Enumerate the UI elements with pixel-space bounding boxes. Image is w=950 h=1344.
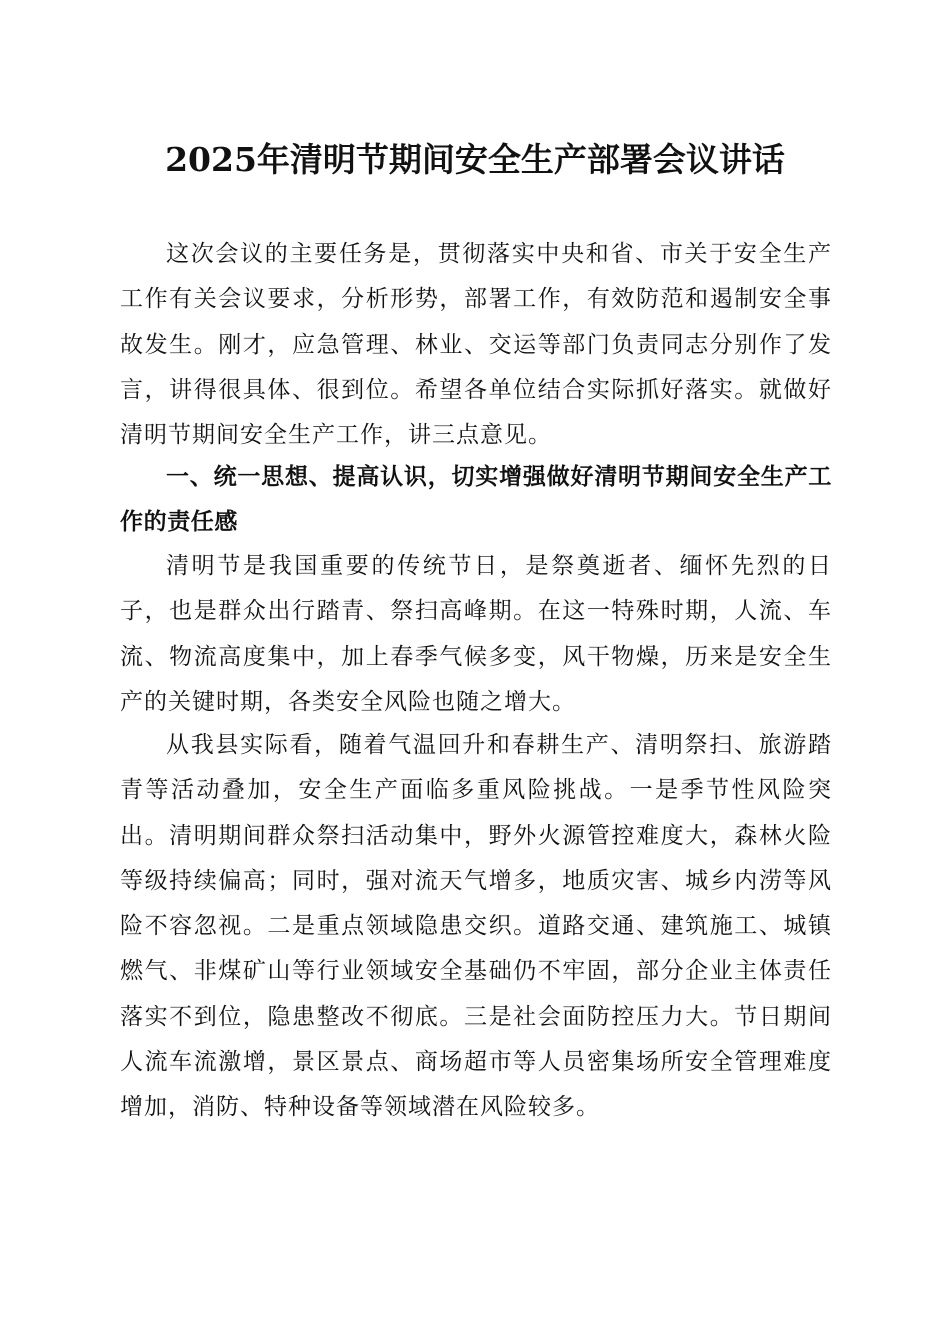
body-paragraph: 从我县实际看，随着气温回升和春耕生产、清明祭扫、旅游踏青等活动叠加，安全生产面临多重风险挑战。一是季节性风险突出。清明期间群众祭扫活动集中，野外火源管控难度大，森林火险等级持续偏高；同时，强对流天气增多，地质灾害、城乡内涝等风险不容忽视。二是重点领域隐患交织。道路交通、建筑施工、城镇燃气、非煤矿山等行业领域安全基础仍不牢固，部分企业主体责任落实不到位，隐患整改不彻底。三是社会面防控压力大。节日期间人流车流激增，景区景点、商场超市等人员密集场所安全管理难度增加，消防、特种设备等领域潜在风险较多。 xyxy=(120,732,832,1121)
section-heading-1: 一、统一思想、提高认识，切实增强做好清明节期间安全生产工作的责任感 xyxy=(120,464,832,536)
intro-paragraph: 这次会议的主要任务是，贯彻落实中央和省、市关于安全生产工作有关会议要求，分析形势，部署工作，有效防范和遏制安全事故发生。刚才，应急管理、林业、交运等部门负责同志分别作了发言，讲得很具体、很到位。希望各单位结合实际抓好落实。就做好清明节期间安全生产工作，讲三点意见。 xyxy=(120,241,832,449)
body-paragraph: 清明节是我国重要的传统节日，是祭奠逝者、缅怀先烈的日子，也是群众出行踏青、祭扫高峰期。在这一特殊时期，人流、车流、物流高度集中，加上春季气候多变，风干物燥，历来是安全生产的关键时期，各类安全风险也随之增大。 xyxy=(120,553,832,715)
document-title: 2025年清明节期间安全生产部署会议讲话 xyxy=(165,140,785,179)
